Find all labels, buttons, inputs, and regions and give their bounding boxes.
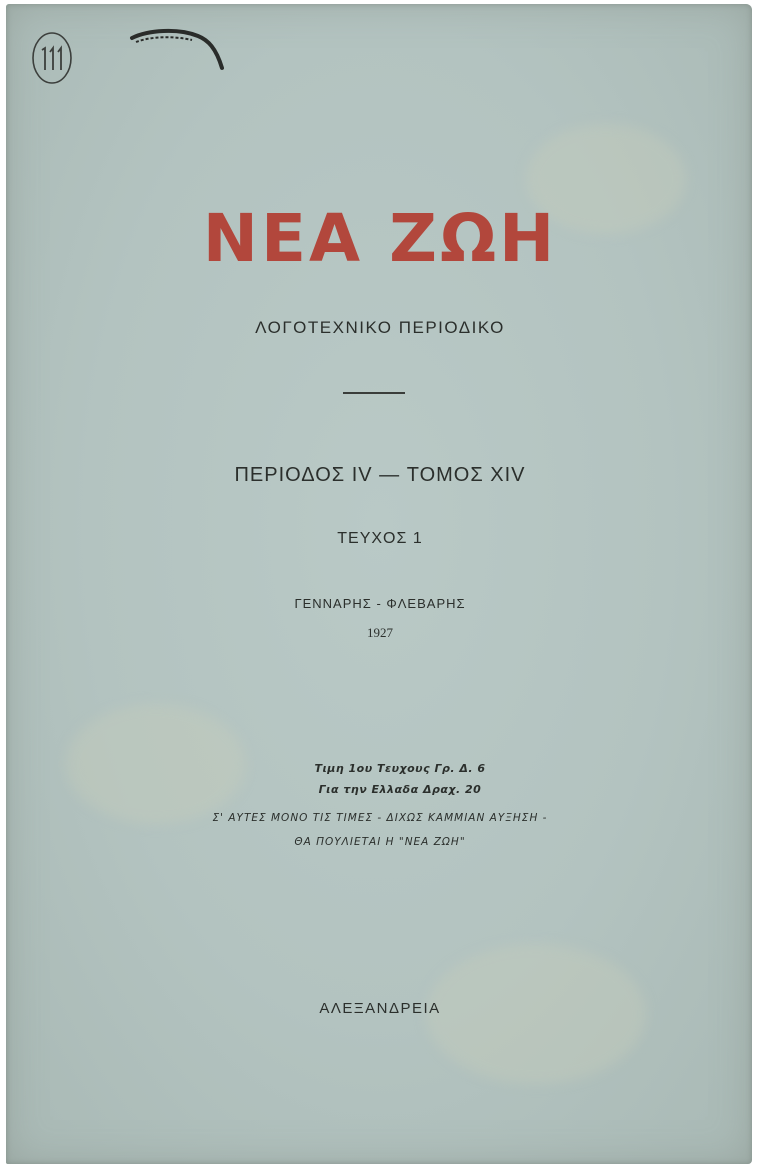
publication-city: ΑΛΕΞΑΝΔΡΕΙΑ	[319, 1000, 441, 1017]
ink-smudge	[128, 28, 228, 78]
price-line-egypt: Τιμη 1ου Τευχους Γρ. Δ. 6	[314, 762, 486, 775]
price-notice-line-1: Σ' ΑΥΤΕΣ ΜΟΝΟ ΤΙΣ ΤΙΜΕΣ - ΔΙΧΩΣ ΚΑΜΜΙΑΝ ΑΥΞΗΣΗ -	[212, 812, 548, 824]
magazine-subtitle: ΛΟΓΟΤΕΧΝΙΚΟ ΠΕΡΙΟΔΙΚΟ	[255, 318, 505, 337]
magazine-title: ΝΕΑ ΖΩΗ	[202, 200, 558, 277]
issue-months: ΓΕΝΝΑΡΗΣ - ΦΛΕΒΑΡΗΣ	[294, 596, 466, 611]
handwritten-circled-number	[30, 28, 76, 88]
price-line-greece: Για την Ελλαδα Δραχ. 20	[318, 783, 482, 796]
issue-year: 1927	[367, 625, 393, 640]
divider-rule	[343, 392, 405, 394]
issue-number: ΤΕΥΧΟΣ 1	[337, 530, 423, 547]
price-notice-line-2: ΘΑ ΠΟΥΛΙΕΤΑΙ Η "ΝΕΑ ΖΩΗ"	[294, 836, 466, 848]
magazine-cover	[6, 4, 752, 1164]
period-volume: ΠΕΡΙΟΔΟΣ IV — ΤΟΜΟΣ XIV	[234, 464, 526, 486]
